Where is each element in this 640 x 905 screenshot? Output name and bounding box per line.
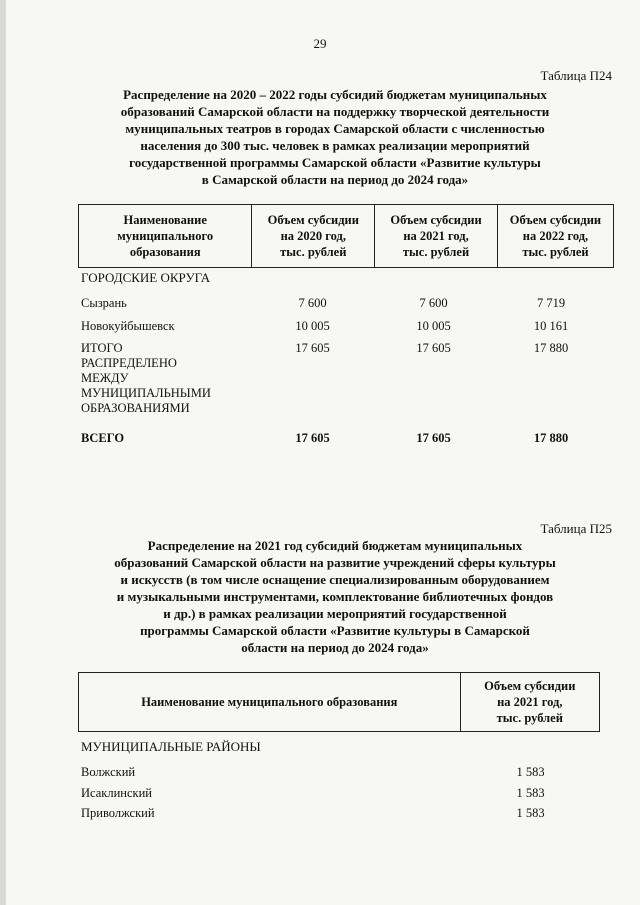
- title-line: области на период до 2024 года»: [241, 640, 429, 655]
- header-2021: Объем субсидии на 2021 год, тыс. рублей: [460, 673, 599, 732]
- table-p25-title: [70, 537, 600, 656]
- row-name: Новокуйбышевск: [81, 319, 175, 333]
- section-urban-districts: ГОРОДСКИЕ ОКРУГА: [81, 270, 211, 285]
- row-value-2021: 1 583: [516, 765, 545, 779]
- table-p25-ref: Таблица П25: [540, 521, 612, 536]
- total-value-2020: 17 605: [295, 431, 330, 445]
- header-name: Наименование муниципального образования: [79, 205, 252, 268]
- title-line: и др.) в рамках реализации мероприятий государственной: [163, 606, 507, 621]
- header-2021: Объем субсидии на 2021 год, тыс. рублей: [375, 205, 498, 268]
- title-line: программы Самарской области «Развитие культуры в Самарской: [140, 623, 530, 638]
- row-value-2021: 17 605: [416, 341, 451, 355]
- row-value-2021: 1 583: [516, 806, 545, 820]
- row-name: Волжский: [81, 765, 136, 779]
- title-line: в Самарской области на период до 2024 года»: [201, 172, 469, 187]
- title-line: образований Самарской области на поддержку творческой деятельности: [120, 104, 550, 119]
- row-value-2022: 10 161: [533, 319, 569, 333]
- table-p24-ref: Таблица П24: [540, 68, 612, 83]
- table-p24-header: [78, 204, 614, 268]
- scan-left-edge: [0, 0, 6, 905]
- row-value-2021: 10 005: [416, 319, 451, 333]
- title-line: и искусств (в том числе оснащение специализированным оборудованием: [120, 572, 550, 587]
- title-line: и музыкальными инструментами, комплектование библиотечных фондов: [116, 589, 554, 604]
- title-line: населения до 300 тыс. человек в рамках реализации мероприятий: [140, 138, 530, 153]
- title-line: муниципальных театров в городах Самарской области с численностью: [125, 121, 545, 136]
- row-name: Сызрань: [81, 296, 127, 310]
- page-number: 29: [313, 36, 327, 51]
- title-line: Распределение на 2021 год субсидий бюджетам муниципальных: [147, 538, 523, 553]
- row-value-2021: 7 600: [419, 296, 448, 310]
- row-value-2020: 10 005: [295, 319, 330, 333]
- title-line: Распределение на 2020 – 2022 годы субсидий бюджетам муниципальных: [123, 87, 547, 102]
- row-name: Приволжский: [81, 806, 155, 820]
- row-value-2021: 1 583: [516, 786, 545, 800]
- title-line: образований Самарской области на развитие учреждений сферы культуры: [114, 555, 556, 570]
- table-p25-header: [78, 672, 600, 732]
- header-name: Наименование муниципального образования: [79, 673, 461, 732]
- section-municipal-districts: МУНИЦИПАЛЬНЫЕ РАЙОНЫ: [81, 739, 261, 754]
- row-value-2022: 7 719: [536, 296, 566, 310]
- total-value-2022: 17 880: [533, 431, 569, 445]
- row-value-2020: 17 605: [295, 341, 330, 355]
- row-value-2022: 17 880: [533, 341, 569, 355]
- table-p24-title: [70, 86, 600, 188]
- header-2020: Объем субсидии на 2020 год, тыс. рублей: [252, 205, 375, 268]
- row-name: Исаклинский: [81, 786, 152, 800]
- row-name-subtotal: ИТОГО РАСПРЕДЕЛЕНО МЕЖДУ МУНИЦИПАЛЬНЫМИ ОБРАЗОВАНИЯМИ: [81, 341, 211, 415]
- row-value-2020: 7 600: [298, 296, 327, 310]
- total-value-2021: 17 605: [416, 431, 451, 445]
- header-2022: Объем субсидии на 2022 год, тыс. рублей: [497, 205, 613, 268]
- title-line: государственной программы Самарской области «Развитие культуры: [129, 155, 541, 170]
- total-label: ВСЕГО: [81, 431, 125, 445]
